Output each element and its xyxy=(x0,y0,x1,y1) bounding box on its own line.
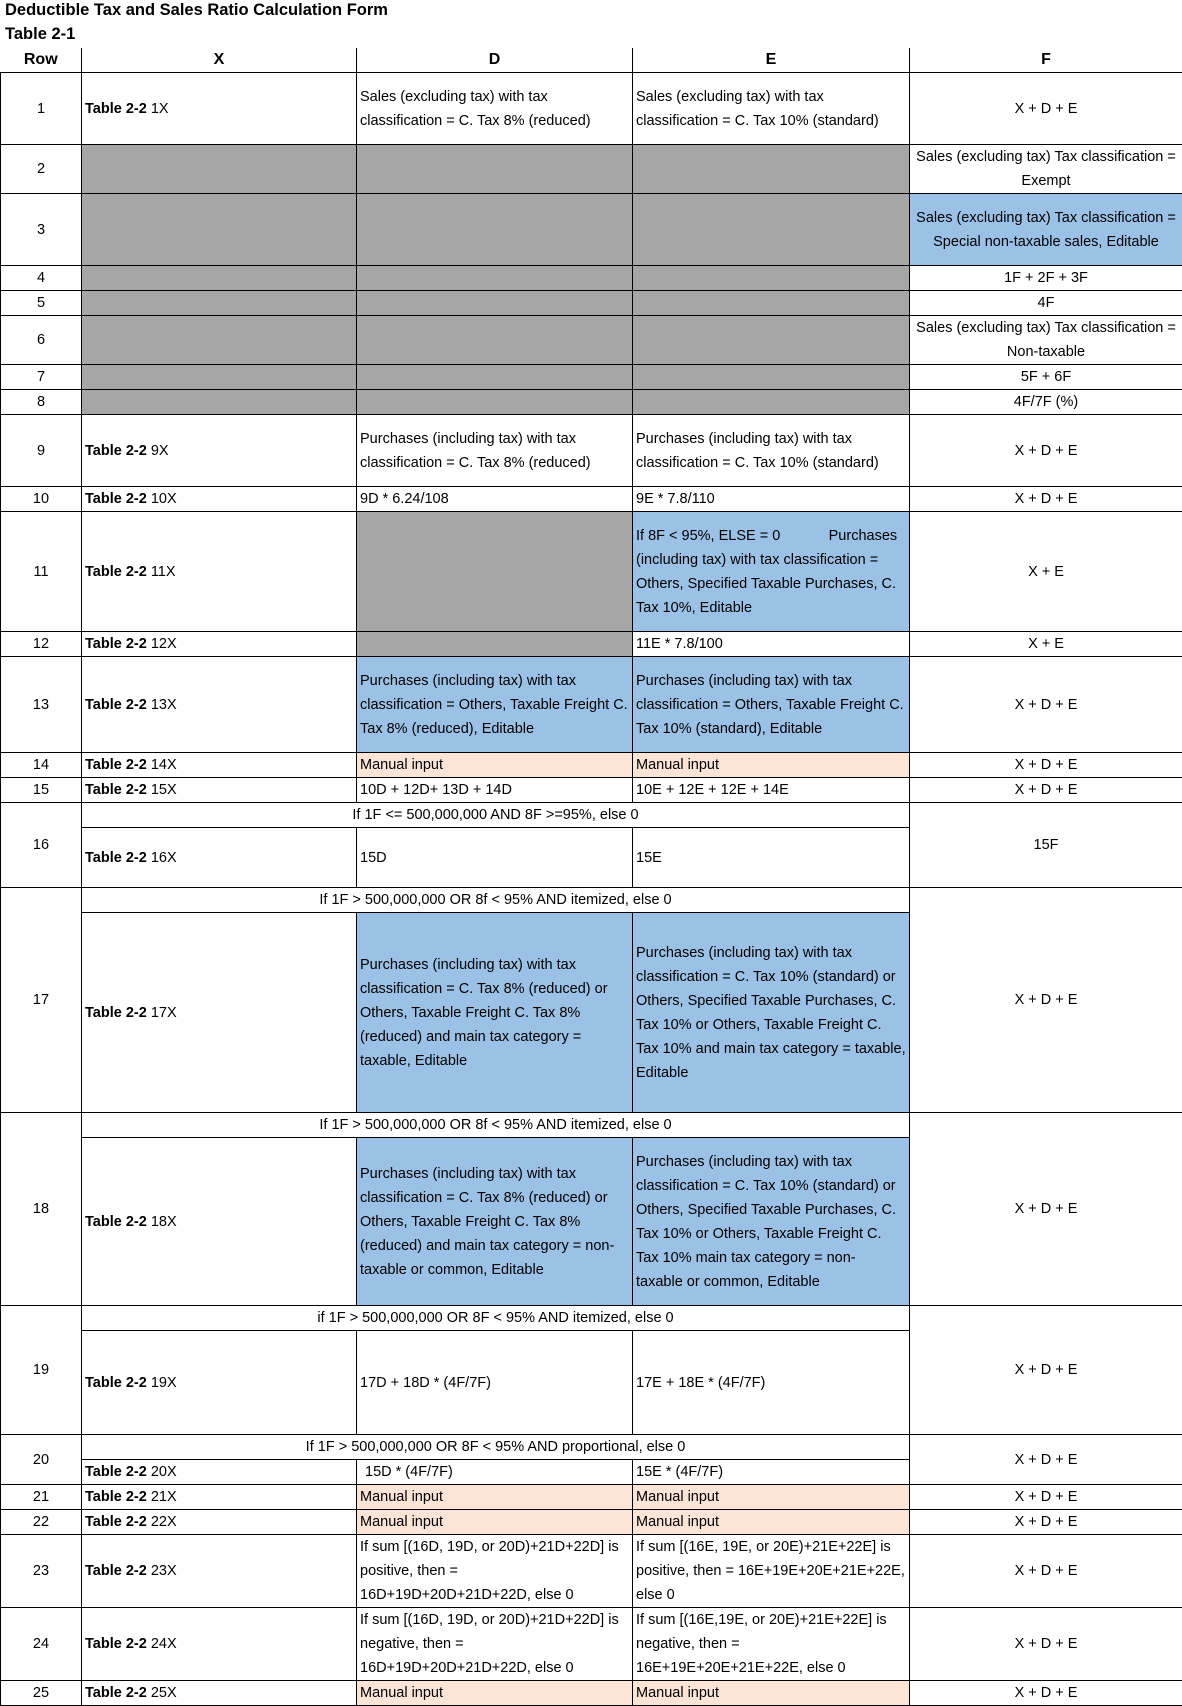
row-number: 4 xyxy=(1,266,82,291)
table-row xyxy=(1,365,1182,390)
d-cell-editable[interactable]: Purchases (including tax) with tax classification = Others, Taxable Freight C. Tax 8% (reduced), Editable xyxy=(357,657,633,753)
condition-cell: if 1F > 500,000,000 OR 8F < 95% AND itemized, else 0 xyxy=(82,1306,910,1331)
row-number: 25 xyxy=(1,1681,82,1706)
x-cell xyxy=(82,632,357,657)
f-cell: X + D + E xyxy=(910,1608,1182,1681)
e-cell: 15E xyxy=(633,828,910,888)
table-row xyxy=(1,753,1182,778)
table-ref-prefix: Table 2-2 xyxy=(85,1214,147,1230)
table-ref-prefix: Table 2-2 xyxy=(85,491,147,507)
d-cell: 17D + 18D * (4F/7F) xyxy=(357,1331,633,1435)
table-ref-prefix: Table 2-2 xyxy=(85,782,147,798)
table-row xyxy=(1,145,1182,194)
e-cell: Purchases (including tax) with tax classification = C. Tax 10% (standard) xyxy=(633,415,910,487)
x-cell xyxy=(82,1485,357,1510)
d-cell: 15D xyxy=(357,828,633,888)
row-number: 8 xyxy=(1,390,82,415)
x-cell xyxy=(82,1138,357,1306)
f-cell: X + D + E xyxy=(910,1681,1182,1706)
f-cell: X + D + E xyxy=(910,1113,1182,1306)
calculation-table xyxy=(0,48,1182,1706)
table-ref-prefix: Table 2-2 xyxy=(85,1375,147,1391)
table-ref-prefix: Table 2-2 xyxy=(85,1005,147,1021)
x-cell-disabled xyxy=(82,390,357,415)
e-cell: 11E * 7.8/100 xyxy=(633,632,910,657)
d-cell-disabled xyxy=(357,291,633,316)
row-number: 6 xyxy=(1,316,82,365)
e-cell-editable[interactable] xyxy=(633,512,910,632)
table-ref-prefix: Table 2-2 xyxy=(85,1685,147,1701)
row-number: 12 xyxy=(1,632,82,657)
header-row xyxy=(1,48,1182,73)
table-row xyxy=(1,415,1182,487)
x-cell xyxy=(82,73,357,145)
col-header-f: F xyxy=(910,48,1182,73)
table-ref-prefix: Table 2-2 xyxy=(85,1489,147,1505)
condition-cell: If 1F > 500,000,000 OR 8f < 95% AND itemized, else 0 xyxy=(82,888,910,913)
e-description: Purchases (including tax) with tax classification = Others, Specified Taxable Purchases, C. Tax 10%, Editable xyxy=(636,528,897,616)
f-cell: X + D + E xyxy=(910,1510,1182,1535)
x-cell xyxy=(82,1681,357,1706)
table-row xyxy=(1,291,1182,316)
table-ref-suffix: 19X xyxy=(151,1375,177,1391)
table-ref-suffix: 13X xyxy=(151,697,177,713)
table-ref-suffix: 10X xyxy=(151,491,177,507)
d-cell-disabled xyxy=(357,365,633,390)
f-cell: X + D + E xyxy=(910,657,1182,753)
row-number: 15 xyxy=(1,778,82,803)
x-cell xyxy=(82,778,357,803)
e-cell: Sales (excluding tax) with tax classification = C. Tax 10% (standard) xyxy=(633,73,910,145)
x-cell xyxy=(82,657,357,753)
row-number: 3 xyxy=(1,194,82,266)
table-row xyxy=(1,888,1182,913)
f-cell: 5F + 6F xyxy=(910,365,1182,390)
x-cell-disabled xyxy=(82,194,357,266)
row-number: 10 xyxy=(1,487,82,512)
table-ref-prefix: Table 2-2 xyxy=(85,101,147,117)
e-cell-disabled xyxy=(633,291,910,316)
x-cell-disabled xyxy=(82,291,357,316)
d-cell-disabled xyxy=(357,145,633,194)
d-cell: 10D + 12D+ 13D + 14D xyxy=(357,778,633,803)
f-cell: X + D + E xyxy=(910,888,1182,1113)
e-cell-disabled xyxy=(633,266,910,291)
f-cell: X + D + E xyxy=(910,1306,1182,1435)
d-cell: If sum [(16D, 19D, or 20D)+21D+22D] is positive, then = 16D+19D+20D+21D+22D, else 0 xyxy=(357,1535,633,1608)
x-cell-disabled xyxy=(82,316,357,365)
table-ref-prefix: Table 2-2 xyxy=(85,850,147,866)
row-number: 24 xyxy=(1,1608,82,1681)
e-cell-editable[interactable]: Purchases (including tax) with tax classification = C. Tax 10% (standard) or Others, Specified Taxable Purchases, C. Tax 10% or Others, Taxable Freight C. Tax 10% main tax category = non- taxable or common, Editable xyxy=(633,1138,910,1306)
row-number: 18 xyxy=(1,1113,82,1306)
col-header-x: X xyxy=(82,48,357,73)
form-title: Deductible Tax and Sales Ratio Calculation Form xyxy=(5,0,388,20)
f-cell: X + D + E xyxy=(910,73,1182,145)
row-number: 14 xyxy=(1,753,82,778)
x-cell xyxy=(82,1510,357,1535)
f-cell: X + D + E xyxy=(910,487,1182,512)
e-cell-disabled xyxy=(633,316,910,365)
row-number: 7 xyxy=(1,365,82,390)
e-cell: 9E * 7.8/110 xyxy=(633,487,910,512)
d-cell-manual[interactable]: Manual input xyxy=(357,1510,633,1535)
e-cell-disabled xyxy=(633,145,910,194)
table-row xyxy=(1,1485,1182,1510)
table-ref-suffix: 20X xyxy=(151,1464,177,1480)
table-row xyxy=(1,1535,1182,1608)
d-cell-editable[interactable]: Purchases (including tax) with tax classification = C. Tax 8% (reduced) or Others, Taxable Freight C. Tax 8% (reduced) and main tax category = taxable, Editable xyxy=(357,913,633,1113)
row-number: 5 xyxy=(1,291,82,316)
col-header-e: E xyxy=(633,48,910,73)
table-row xyxy=(1,803,1182,828)
row-number: 22 xyxy=(1,1510,82,1535)
f-cell: X + E xyxy=(910,632,1182,657)
row-number: 20 xyxy=(1,1435,82,1485)
x-cell xyxy=(82,828,357,888)
x-cell xyxy=(82,512,357,632)
table-ref-suffix: 11X xyxy=(151,564,176,580)
d-cell: Purchases (including tax) with tax classification = C. Tax 8% (reduced) xyxy=(357,415,633,487)
table-row xyxy=(1,1608,1182,1681)
table-ref-suffix: 17X xyxy=(151,1005,177,1021)
col-header-d: D xyxy=(357,48,633,73)
table-row xyxy=(1,512,1182,632)
table-ref-suffix: 14X xyxy=(151,757,177,773)
e-condition: If 8F < 95%, ELSE = 0 xyxy=(636,528,780,544)
condition-cell: If 1F > 500,000,000 OR 8F < 95% AND proportional, else 0 xyxy=(82,1435,910,1460)
table-row xyxy=(1,1306,1182,1331)
table-row xyxy=(1,1510,1182,1535)
table-row xyxy=(1,316,1182,365)
table-row xyxy=(1,390,1182,415)
x-cell xyxy=(82,1608,357,1681)
table-ref-prefix: Table 2-2 xyxy=(85,443,147,459)
table-ref-suffix: 25X xyxy=(151,1685,177,1701)
table-ref-suffix: 21X xyxy=(151,1489,177,1505)
f-cell: Sales (excluding tax) Tax classification = Non-taxable xyxy=(910,316,1182,365)
f-cell: 15F xyxy=(910,803,1182,888)
e-cell-manual[interactable]: Manual input xyxy=(633,1510,910,1535)
row-number: 2 xyxy=(1,145,82,194)
x-cell xyxy=(82,1460,357,1485)
e-cell: 10E + 12E + 12E + 14E xyxy=(633,778,910,803)
f-cell: 1F + 2F + 3F xyxy=(910,266,1182,291)
f-cell: X + D + E xyxy=(910,415,1182,487)
table-row xyxy=(1,1113,1182,1138)
table-ref-suffix: 15X xyxy=(151,782,177,798)
x-cell xyxy=(82,1331,357,1435)
row-number: 13 xyxy=(1,657,82,753)
table-ref-suffix: 12X xyxy=(151,636,177,652)
col-header-row: Row xyxy=(1,48,82,73)
e-cell: If sum [(16E, 19E, or 20E)+21E+22E] is positive, then = 16E+19E+20E+21E+22E, else 0 xyxy=(633,1535,910,1608)
d-cell-disabled xyxy=(357,194,633,266)
e-cell-editable[interactable]: Purchases (including tax) with tax classification = Others, Taxable Freight C. Tax 10% (standard), Editable xyxy=(633,657,910,753)
e-cell-editable[interactable]: Purchases (including tax) with tax classification = C. Tax 10% (standard) or Others, Specified Taxable Purchases, C. Tax 10% or Others, Taxable Freight C. Tax 10% and main tax category = taxable, Editable xyxy=(633,913,910,1113)
table-row xyxy=(1,657,1182,753)
d-cell-disabled xyxy=(357,266,633,291)
table-ref-prefix: Table 2-2 xyxy=(85,1464,147,1480)
row-number: 17 xyxy=(1,888,82,1113)
f-cell: X + D + E xyxy=(910,1435,1182,1485)
table-row xyxy=(1,1681,1182,1706)
f-cell-editable[interactable]: Sales (excluding tax) Tax classification = Special non-taxable sales, Editable xyxy=(910,194,1182,266)
condition-cell: If 1F > 500,000,000 OR 8f < 95% AND itemized, else 0 xyxy=(82,1113,910,1138)
f-cell: X + D + E xyxy=(910,1535,1182,1608)
f-cell: X + E xyxy=(910,512,1182,632)
d-cell-disabled xyxy=(357,512,633,632)
table-ref-prefix: Table 2-2 xyxy=(85,1563,147,1579)
table-row xyxy=(1,266,1182,291)
d-cell-manual[interactable]: Manual input xyxy=(357,1485,633,1510)
x-cell xyxy=(82,1535,357,1608)
row-number: 23 xyxy=(1,1535,82,1608)
x-cell-disabled xyxy=(82,365,357,390)
table-row xyxy=(1,778,1182,803)
f-cell: X + D + E xyxy=(910,778,1182,803)
table-ref-prefix: Table 2-2 xyxy=(85,757,147,773)
d-cell-disabled xyxy=(357,632,633,657)
f-cell: X + D + E xyxy=(910,1485,1182,1510)
table-ref-prefix: Table 2-2 xyxy=(85,1514,147,1530)
table-row xyxy=(1,194,1182,266)
row-number: 11 xyxy=(1,512,82,632)
table-row xyxy=(1,73,1182,145)
row-number: 19 xyxy=(1,1306,82,1435)
e-cell-manual[interactable]: Manual input xyxy=(633,1485,910,1510)
table-row xyxy=(1,487,1182,512)
table-ref-prefix: Table 2-2 xyxy=(85,564,147,580)
row-number: 1 xyxy=(1,73,82,145)
e-cell-manual[interactable]: Manual input xyxy=(633,1681,910,1706)
e-cell-disabled xyxy=(633,365,910,390)
e-cell-disabled xyxy=(633,390,910,415)
e-cell-disabled xyxy=(633,194,910,266)
table-ref-suffix: 22X xyxy=(151,1514,177,1530)
table-row xyxy=(1,632,1182,657)
x-cell xyxy=(82,913,357,1113)
d-cell: If sum [(16D, 19D, or 20D)+21D+22D] is negative, then = 16D+19D+20D+21D+22D, else 0 xyxy=(357,1608,633,1681)
table-subtitle: Table 2-1 xyxy=(5,24,75,44)
d-cell-disabled xyxy=(357,390,633,415)
d-cell-manual[interactable]: Manual input xyxy=(357,753,633,778)
e-cell: If sum [(16E,19E, or 20E)+21E+22E] is negative, then = 16E+19E+20E+21E+22E, else 0 xyxy=(633,1608,910,1681)
d-cell-disabled xyxy=(357,316,633,365)
table-ref-suffix: 23X xyxy=(151,1563,177,1579)
x-cell xyxy=(82,487,357,512)
x-cell-disabled xyxy=(82,266,357,291)
x-cell xyxy=(82,753,357,778)
d-cell-manual[interactable]: Manual input xyxy=(357,1681,633,1706)
table-ref-suffix: 9X xyxy=(151,443,169,459)
table-ref-prefix: Table 2-2 xyxy=(85,697,147,713)
x-cell-disabled xyxy=(82,145,357,194)
e-cell: 17E + 18E * (4F/7F) xyxy=(633,1331,910,1435)
table-ref-prefix: Table 2-2 xyxy=(85,1636,147,1652)
f-cell: 4F/7F (%) xyxy=(910,390,1182,415)
table-ref-suffix: 1X xyxy=(151,101,169,117)
x-cell xyxy=(82,415,357,487)
f-cell: X + D + E xyxy=(910,753,1182,778)
d-cell-editable[interactable]: Purchases (including tax) with tax classification = C. Tax 8% (reduced) or Others, Taxable Freight C. Tax 8% (reduced) and main tax category = non- taxable or common, Editable xyxy=(357,1138,633,1306)
table-ref-suffix: 18X xyxy=(151,1214,177,1230)
table-ref-suffix: 16X xyxy=(151,850,177,866)
row-number: 16 xyxy=(1,803,82,888)
table-ref-prefix: Table 2-2 xyxy=(85,636,147,652)
d-cell: 9D * 6.24/108 xyxy=(357,487,633,512)
e-cell: 15E * (4F/7F) xyxy=(633,1460,910,1485)
e-cell-manual[interactable]: Manual input xyxy=(633,753,910,778)
d-cell: 15D * (4F/7F) xyxy=(357,1460,633,1485)
table-ref-suffix: 24X xyxy=(151,1636,177,1652)
f-cell: 4F xyxy=(910,291,1182,316)
f-cell: Sales (excluding tax) Tax classification = Exempt xyxy=(910,145,1182,194)
d-cell: Sales (excluding tax) with tax classification = C. Tax 8% (reduced) xyxy=(357,73,633,145)
row-number: 21 xyxy=(1,1485,82,1510)
row-number: 9 xyxy=(1,415,82,487)
table-row xyxy=(1,1435,1182,1460)
condition-cell: If 1F <= 500,000,000 AND 8F >=95%, else 0 xyxy=(82,803,910,828)
